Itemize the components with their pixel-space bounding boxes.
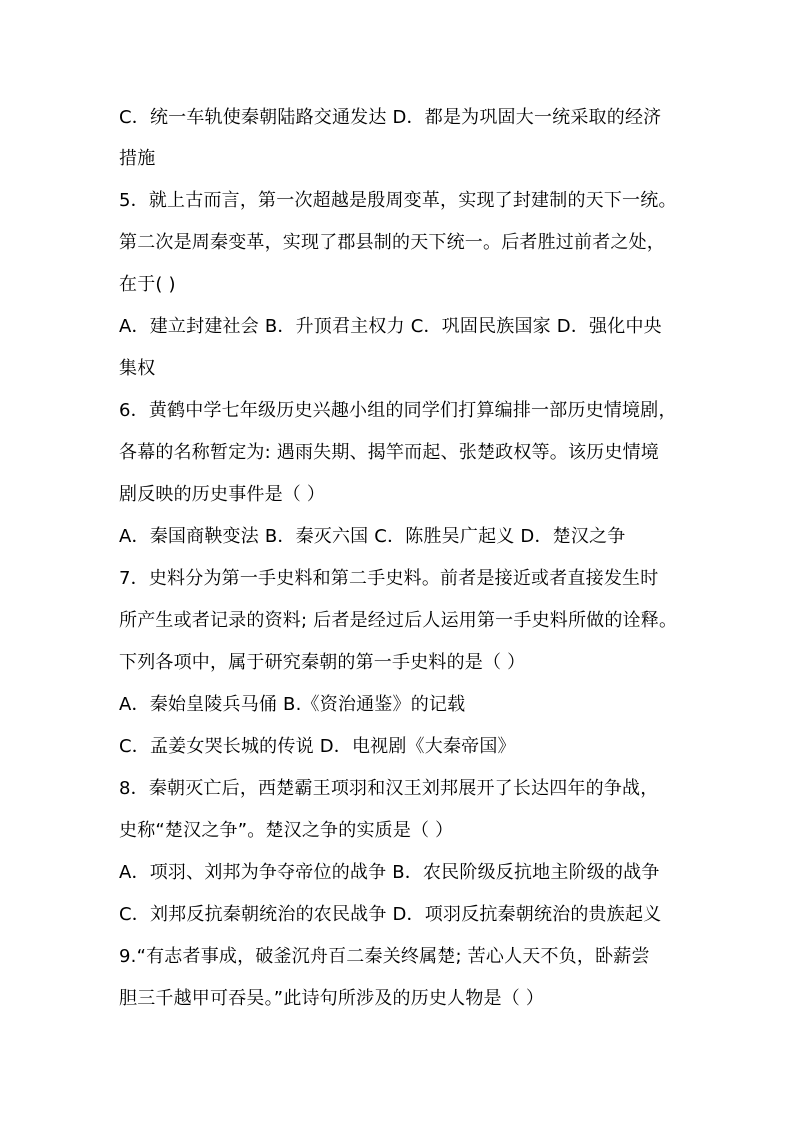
question-8-options-c-d: C．刘邦反抗秦朝统治的农民战争 D．项羽反抗秦朝统治的贵族起义 — [119, 904, 662, 925]
question-7-stem-line-2: 所产生或者记录的资料; 后者是经过后人运用第一手史料所做的诠释。 — [119, 610, 678, 631]
text-line-option-c-d-q4: C．统一车轨使秦朝陆路交通发达 D．都是为巩固大一统采取的经济 — [119, 107, 662, 128]
question-6-stem-line-3: 剧反映的历史事件是（ ） — [119, 484, 326, 505]
question-6-options: A．秦国商鞅变法 B．秦灭六国 C．陈胜吴广起义 D．楚汉之争 — [119, 526, 626, 547]
question-7-options-a-b: A．秦始皇陵兵马俑 B.《资治通鉴》的记载 — [119, 694, 466, 715]
question-5-stem-line-2: 第二次是周秦变革，实现了郡县制的天下统一。后者胜过前者之处， — [119, 232, 665, 253]
question-6-stem-line-2: 各幕的名称暂定为: 遇雨失期、揭竿而起、张楚政权等。该历史情境 — [119, 442, 659, 463]
question-7-stem-line-1: 7．史料分为第一手史料和第二手史料。前者是接近或者直接发生时 — [119, 568, 659, 589]
question-5-options: A．建立封建社会 B．升顶君主权力 C．巩固民族国家 D．强化中央 — [119, 316, 662, 337]
question-5-stem-line-1: 5．就上古而言，第一次超越是殷周变革，实现了封建制的天下一统。 — [119, 190, 677, 211]
question-8-options-a-b: A．项羽、刘邦为争夺帝位的战争 B．农民阶级反抗地主阶级的战争 — [119, 862, 660, 883]
question-6-stem-line-1: 6．黄鹤中学七年级历史兴趣小组的同学们打算编排一部历史情境剧， — [119, 400, 677, 421]
question-7-stem-line-3: 下列各项中，属于研究秦朝的第一手史料的是（ ） — [119, 652, 526, 673]
question-8-stem-line-1: 8．秦朝灭亡后，西楚霸王项羽和汉王刘邦展开了长达四年的争战， — [119, 778, 659, 799]
text-line-option-d-cont-q4: 措施 — [119, 148, 156, 169]
question-8-stem-line-2: 史称“楚汉之争”。楚汉之争的实质是（ ） — [119, 820, 454, 841]
question-5-options-cont: 集权 — [119, 358, 156, 379]
question-9-stem-line-1: 9.“有志者事成，破釜沉舟百二秦关终属楚; 苦心人天不负，卧薪尝 — [119, 946, 650, 967]
question-9-stem-line-2: 胆三千越甲可吞吴。”此诗句所涉及的历史人物是（ ） — [119, 988, 545, 1009]
question-5-stem-line-3: 在于( ) — [119, 274, 176, 295]
question-7-options-c-d: C．孟姜女哭长城的传说 D．电视剧《大秦帝国》 — [119, 736, 516, 757]
